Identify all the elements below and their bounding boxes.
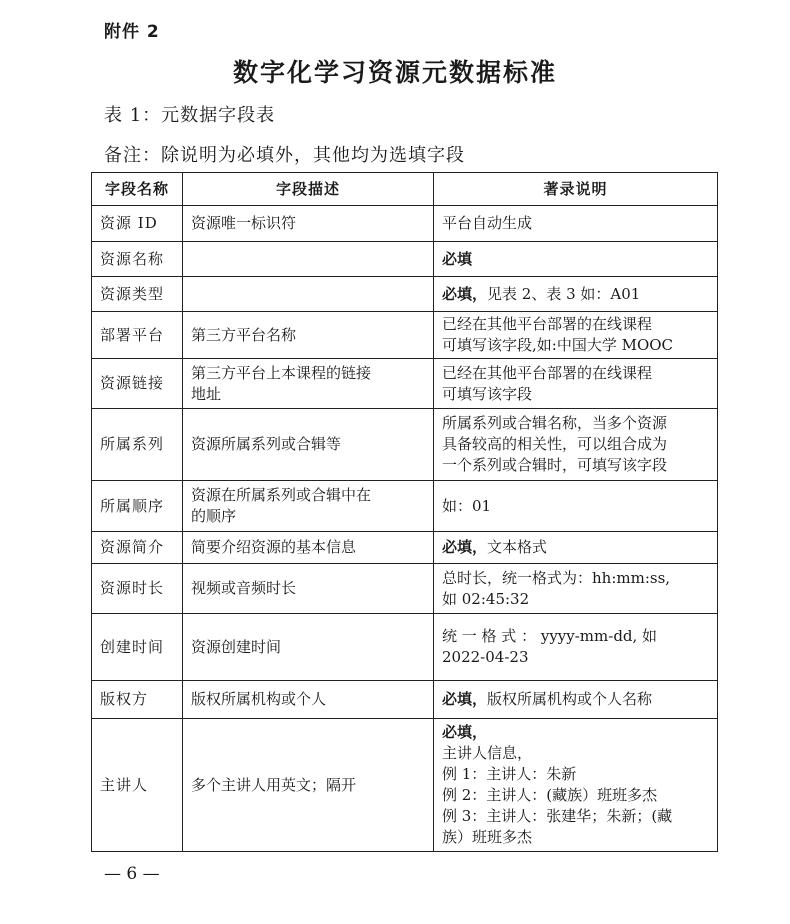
column-header-field-name: 字段名称 — [92, 173, 183, 206]
note-line: 一个系列或合辑时，可填写该字段 — [442, 456, 668, 474]
field-description-cell — [183, 719, 434, 852]
notes-cell — [434, 481, 718, 532]
table-row — [92, 277, 718, 312]
note-line: 已经在其他平台部署的在线课程 — [442, 315, 653, 333]
table-row — [92, 242, 718, 277]
field-name-cell: 创建时间 — [92, 614, 183, 681]
description-line: 资源唯一标识符 — [191, 214, 297, 232]
notes-cell — [434, 614, 718, 681]
note-line: 具备较高的相关性，可以组合成为 — [442, 435, 668, 453]
field-description-cell — [183, 564, 434, 614]
field-description-cell — [183, 614, 434, 681]
field-name-cell: 资源时长 — [92, 564, 183, 614]
field-description-cell — [183, 359, 434, 409]
description-line: 资源创建时间 — [191, 637, 282, 656]
field-description-cell — [183, 409, 434, 481]
note-line: 例 2：主讲人：(藏族）班班多杰 — [442, 786, 658, 804]
table-row — [92, 409, 718, 481]
table-header-row — [92, 173, 718, 206]
description-line: 地址 — [191, 384, 222, 403]
field-description-cell — [183, 206, 434, 242]
note-line: 2022-04-23 — [442, 648, 529, 666]
required-marker: 必填， — [442, 538, 488, 556]
description-line: 第三方平台上本课程的链接 — [191, 363, 372, 382]
required-marker: 必填 — [442, 249, 473, 268]
note-line: 如：01 — [442, 496, 492, 515]
field-description-cell — [183, 242, 434, 277]
note-line: 见表 2、表 3 如：A01 — [487, 284, 641, 303]
description-line: 资源在所属系列或合辑中在 — [191, 486, 372, 504]
document-title: 数字化学习资源元数据标准 — [232, 58, 557, 87]
table-row — [92, 312, 718, 359]
table-row — [92, 206, 718, 242]
field-name-cell: 资源 ID — [92, 206, 183, 242]
note-line: 所属系列或合辑名称，当多个资源 — [442, 414, 668, 432]
table-row — [92, 614, 718, 681]
note-line: 族）班班多杰 — [442, 828, 533, 846]
description-line: 资源所属系列或合辑等 — [191, 435, 342, 453]
note-line: 统 一 格 式 ： yyyy-mm-dd, 如 — [442, 627, 658, 645]
field-description-cell — [183, 312, 434, 359]
note-line: 例 3：主讲人：张建华；朱新；(藏 — [442, 807, 673, 825]
column-header-field-desc: 字段描述 — [183, 173, 434, 206]
table-row — [92, 719, 718, 852]
note-line: 可填写该字段,如:中国大学 MOOC — [442, 336, 674, 354]
note-line: 平台自动生成 — [442, 214, 533, 232]
description-line: 多个主讲人用英文；隔开 — [191, 775, 357, 794]
table-row — [92, 681, 718, 719]
field-name-cell: 版权方 — [92, 681, 183, 719]
notes-cell — [434, 409, 718, 481]
table-row — [92, 359, 718, 409]
field-description-cell — [183, 481, 434, 532]
field-name-cell: 部署平台 — [92, 312, 183, 359]
field-name-cell: 所属系列 — [92, 409, 183, 481]
description-line: 版权所属机构或个人 — [191, 690, 327, 708]
notes-cell — [434, 242, 718, 277]
page-number: — 6 — — [104, 864, 160, 884]
note-line: 已经在其他平台部署的在线课程 — [442, 363, 653, 382]
notes-cell — [434, 681, 718, 719]
note-line: 可填写该字段 — [442, 384, 533, 403]
table-row — [92, 481, 718, 532]
required-marker: 必填， — [442, 284, 488, 303]
field-description-cell — [183, 681, 434, 719]
note-line: 主讲人信息， — [442, 744, 533, 762]
field-description-cell — [183, 277, 434, 312]
note-line: 如 02:45:32 — [442, 589, 530, 608]
notes-cell — [434, 277, 718, 312]
field-name-cell: 资源链接 — [92, 359, 183, 409]
required-marker: 必填， — [442, 690, 488, 708]
description-line: 简要介绍资源的基本信息 — [191, 538, 357, 556]
description-line: 的顺序 — [191, 507, 237, 525]
notes-cell — [434, 564, 718, 614]
table-note: 备注：除说明为必填外，其他均为选填字段 — [104, 145, 465, 166]
field-name-cell: 主讲人 — [92, 719, 183, 852]
table-row — [92, 564, 718, 614]
field-name-cell: 所属顺序 — [92, 481, 183, 532]
attachment-label: 附件 2 — [104, 22, 160, 42]
field-description-cell — [183, 532, 434, 564]
notes-cell — [434, 532, 718, 564]
notes-cell — [434, 719, 718, 852]
description-line: 第三方平台名称 — [191, 325, 297, 344]
note-line: 版权所属机构或个人名称 — [487, 690, 653, 708]
note-line: 总时长，统一格式为：hh:mm:ss, — [442, 568, 671, 587]
notes-cell — [434, 312, 718, 359]
notes-cell — [434, 359, 718, 409]
note-line: 文本格式 — [487, 538, 548, 556]
column-header-notes: 著录说明 — [434, 173, 718, 206]
field-name-cell: 资源简介 — [92, 532, 183, 564]
note-line: 例 1：主讲人：朱新 — [442, 765, 577, 783]
field-name-cell: 资源名称 — [92, 242, 183, 277]
table-caption: 表 1：元数据字段表 — [104, 105, 276, 126]
required-marker: 必填， — [442, 723, 488, 741]
field-name-cell: 资源类型 — [92, 277, 183, 312]
notes-cell — [434, 206, 718, 242]
table-row — [92, 532, 718, 564]
metadata-table — [91, 172, 718, 852]
description-line: 视频或音频时长 — [191, 579, 297, 597]
